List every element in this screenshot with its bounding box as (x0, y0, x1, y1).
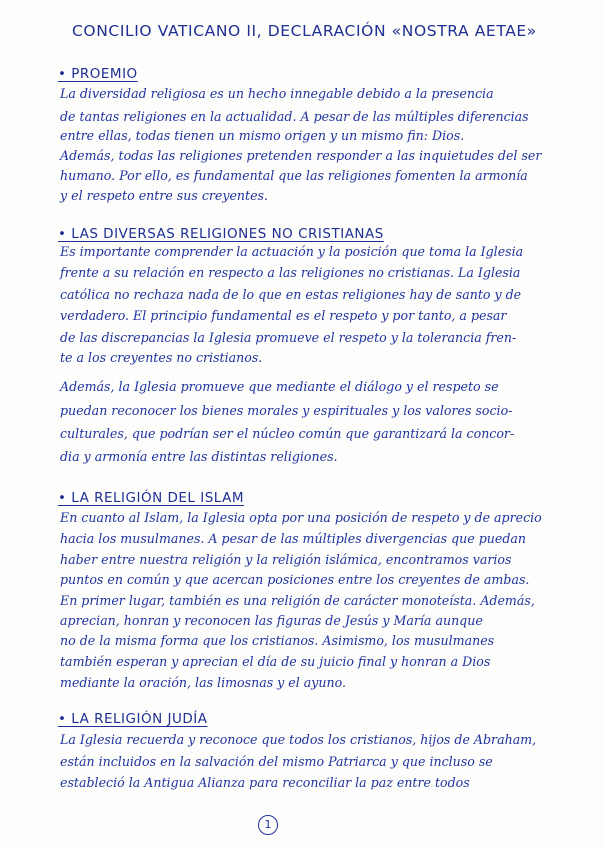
text-line: frente a su relación en respecto a las religiones no cristianas. La Iglesia (60, 265, 521, 280)
text-line: Además, todas las religiones pretenden responder a las inquietudes del ser (60, 148, 542, 163)
text-line: también esperan y aprecian el día de su juicio final y honran a Dios (60, 654, 491, 669)
text-line: te a los creyentes no cristianos. (60, 350, 263, 365)
section-heading-religiones-no-cristianas: • LAS DIVERSAS RELIGIONES NO CRISTIANAS (58, 226, 384, 242)
text-line: entre ellas, todas tienen un mismo origen y un mismo fin: Dios. (60, 128, 465, 143)
text-line: hacia los musulmanes. A pesar de las múltiples divergencias que puedan (60, 531, 527, 546)
text-line: puedan reconocer los bienes morales y espirituales y los valores socio- (60, 403, 513, 418)
page-title: CONCILIO VATICANO II, DECLARACIÓN «NOSTRA AETAE» (72, 22, 537, 40)
text-line: mediante la oración, las limosnas y el ayuno. (60, 675, 346, 690)
text-line: culturales, que podrían ser el núcleo común que garantizará la concor- (60, 426, 515, 441)
section-heading-judaismo: • LA RELIGIÓN JUDÍA (58, 711, 208, 727)
page-number: 1 (258, 815, 278, 835)
text-line: La diversidad religiosa es un hecho innegable debido a la presencia (60, 86, 494, 101)
text-line: y el respeto entre sus creyentes. (60, 188, 269, 203)
section-heading-islam: • LA RELIGIÓN DEL ISLAM (58, 490, 244, 506)
text-line: estableció la Antigua Alianza para reconciliar la paz entre todos (60, 775, 470, 790)
text-line: dia y armonía entre las distintas religiones. (60, 449, 338, 464)
text-line: Además, la Iglesia promueve que mediante el diálogo y el respeto se (60, 379, 499, 394)
text-line: En cuanto al Islam, la Iglesia opta por una posición de respeto y de aprecio (60, 510, 542, 525)
text-line: no de la misma forma que los cristianos. Asimismo, los musulmanes (60, 633, 495, 648)
text-line: En primer lugar, también es una religión de carácter monoteísta. Además, (60, 593, 535, 608)
section-heading-proemio: • PROEMIO (58, 66, 138, 82)
text-line: Es importante comprender la actuación y la posición que toma la Iglesia (60, 244, 524, 259)
text-line: aprecian, honran y reconocen las figuras de Jesús y María aunque (60, 613, 483, 628)
text-line: La Iglesia recuerda y reconoce que todos los cristianos, hijos de Abraham, (60, 732, 537, 747)
text-line: haber entre nuestra religión y la religión islámica, encontramos varios (60, 552, 512, 567)
text-line: de tantas religiones en la actualidad. A pesar de las múltiples diferencias (60, 109, 529, 124)
text-line: católica no rechaza nada de lo que en estas religiones hay de santo y de (60, 287, 522, 302)
text-line: humano. Por ello, es fundamental que las religiones fomenten la armonía (60, 168, 528, 183)
text-line: puntos en común y que acercan posiciones entre los creyentes de ambas. (60, 572, 530, 587)
text-line: de las discrepancias la Iglesia promueve el respeto y la tolerancia fren- (60, 330, 517, 345)
text-line: están incluidos en la salvación del mismo Patriarca y que incluso se (60, 754, 493, 769)
text-line: verdadero. El principio fundamental es el respeto y por tanto, a pesar (60, 308, 507, 323)
